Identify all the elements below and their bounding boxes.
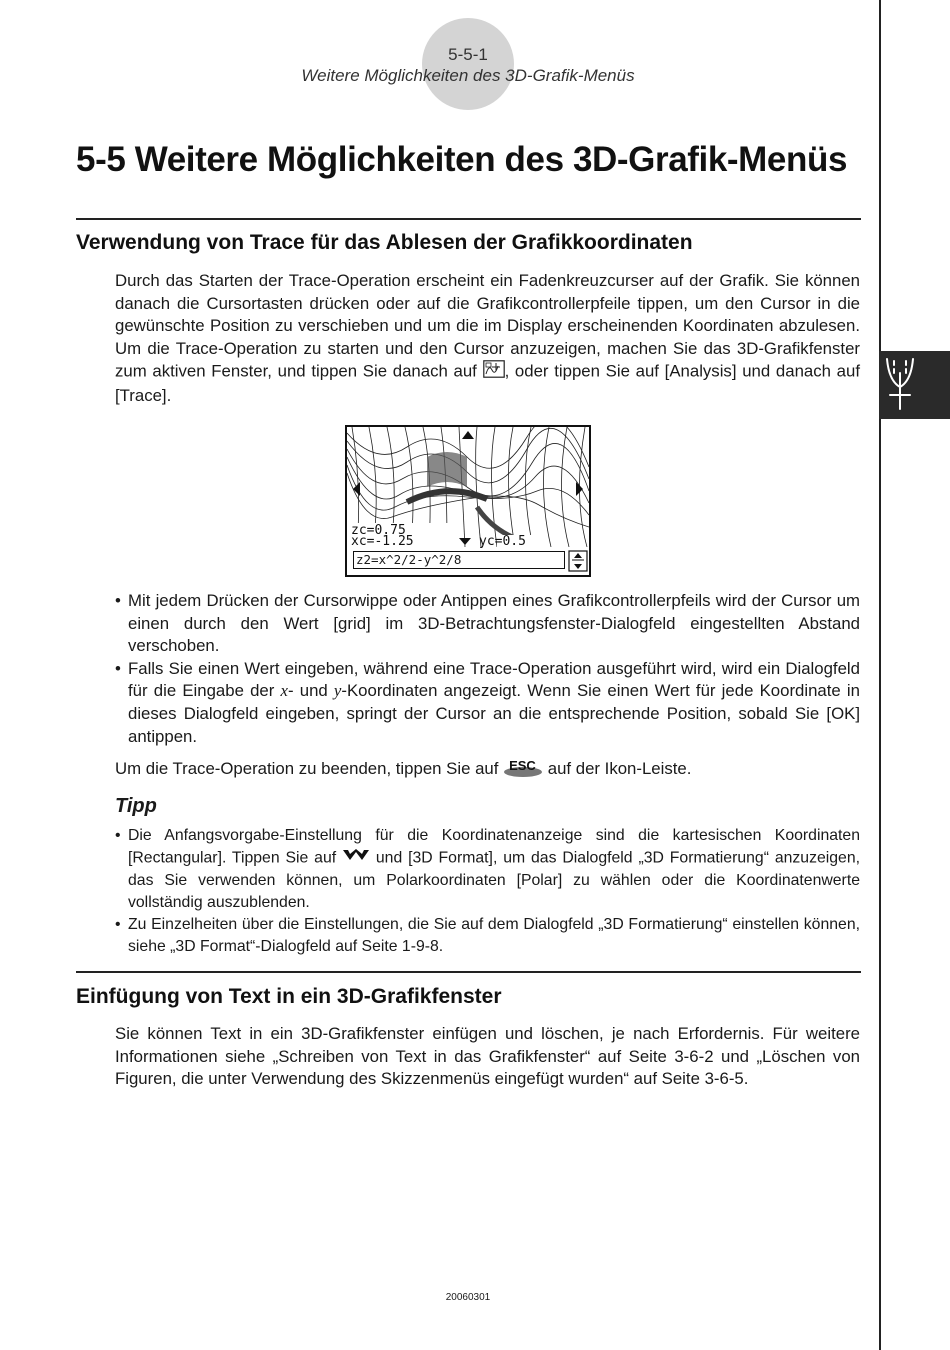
footer-code: 20060301 — [445, 1292, 491, 1303]
section-heading-text: Einfügung von Text in ein 3D-Grafikfenster — [76, 985, 502, 1008]
tip-list — [115, 825, 860, 959]
bullet2-text-a: Falls Sie einen Wert eingeben, während eine Trace-Operation ausgeführt wird, wird ein Dialogfeld für die Eingabe der — [128, 658, 860, 701]
calculator-screen — [345, 425, 591, 577]
trace-intro-paragraph — [115, 270, 860, 408]
section-rule — [76, 218, 861, 220]
esc-icon — [503, 758, 543, 778]
trace-bullet-list — [115, 590, 860, 748]
list-item: • Zu Einzelheiten über die Einstellungen, die Sie auf dem Dialogfeld „3D Formatierung“ einstellen können, siehe „3D Format“-Dialogfeld auf Seite 1-9-8. — [115, 914, 860, 958]
tip1-text-a: Die Anfangsvorgabe-Einstellung für die Koordinatenanzeige sind die kartesischen Koordinaten [Rectangular]. Tippen Sie auf — [128, 827, 860, 867]
section-rule — [76, 971, 861, 973]
3d-graph-tab-icon — [879, 351, 950, 419]
chapter-tab — [879, 351, 950, 419]
tip1-text-b: und [3D Format], um das Dialogfeld „3D Formatierung“ anzuzeigen, das Sie verwenden können, um Polarkoordinaten [Polar] zu wählen oder die Koordinatenwerte vollständig auszublenden. — [128, 849, 861, 911]
menu-arrow-icon — [342, 847, 370, 869]
page-number: 5-5-1 — [448, 45, 488, 64]
list-item: • Mit jedem Drücken der Cursorwippe oder Antippen eines Grafikcontrollerpfeils wird der Cursor um einen durch den Wert [grid] im 3D-Betrachtungsfenster-Dialogfeld eingestellten Abstand verschoben. — [115, 590, 860, 658]
chapter-title: 5-5 Weitere Möglichkeiten des 3D-Grafik-Menüs — [76, 140, 848, 179]
text-insert-paragraph: Sie können Text in ein 3D-Grafikfenster einfügen und löschen, je nach Erfordernis. Für weitere Informationen siehe „Schreiben von Text in das Grafikfenster“ auf Seite 3-6-2 und „Löschen von Figuren, die unter Verwendung des Skizzenmenüs eingefügt wurden“ auf Seite 3-6-5. — [115, 1024, 860, 1089]
bullet2-text-c: -Koordinaten angezeigt. Wenn Sie einen Wert für jede Koordinate in dieses Dialogfeld eingeben, springt der Cursor an die entsprechende Position, sobald Sie [OK] antippen. — [128, 681, 860, 746]
running-title: Weitere Möglichkeiten des 3D-Grafik-Menüs — [301, 66, 635, 85]
xc-readout: xc=-1.25 — [351, 534, 414, 549]
x-variable: x — [280, 681, 288, 701]
trace-icon — [483, 360, 505, 385]
zc-readout: zc=0.75 — [351, 523, 406, 538]
list-item — [115, 658, 860, 748]
trace-end-text-1: Um die Trace-Operation zu beenden, tippen Sie auf — [115, 759, 499, 778]
list-item — [115, 825, 860, 914]
function-input[interactable]: z2=x^2/2-y^2/8 — [353, 551, 565, 569]
y-variable: y — [333, 681, 342, 701]
margin-rule — [879, 0, 881, 1350]
esc-label: ESC — [509, 758, 536, 773]
section-heading-trace: Verwendung von Trace für das Ablesen der Grafikkoordinaten — [76, 231, 693, 254]
trace-end-paragraph — [115, 758, 860, 781]
trace-intro-text-1: Durch das Starten der Trace-Operation erscheint ein Fadenkreuzcurser auf der Grafik. Sie können danach die Cursortasten drücken oder auf die Grafikcontrollerpfeile tippen, um den Cursor in die gewünschte Position zu verschieben und um die im Display erscheinenden Koordinaten abzulesen. Um die Trace-Operation zu starten und den Cursor anzuzeigen, machen Sie das 3D-Grafikfenster zum aktiven Fenster, und tippen Sie danach auf — [115, 271, 860, 382]
tip-heading: Tipp — [115, 795, 157, 817]
trace-intro-text-2: , oder tippen Sie auf [Analysis] und danach auf [Trace]. — [115, 362, 860, 405]
trace-end-text-2: auf der Ikon-Leiste. — [547, 759, 692, 778]
bullet2-text-b: - und — [287, 681, 334, 701]
yc-readout: yc=0.5 — [479, 534, 526, 549]
